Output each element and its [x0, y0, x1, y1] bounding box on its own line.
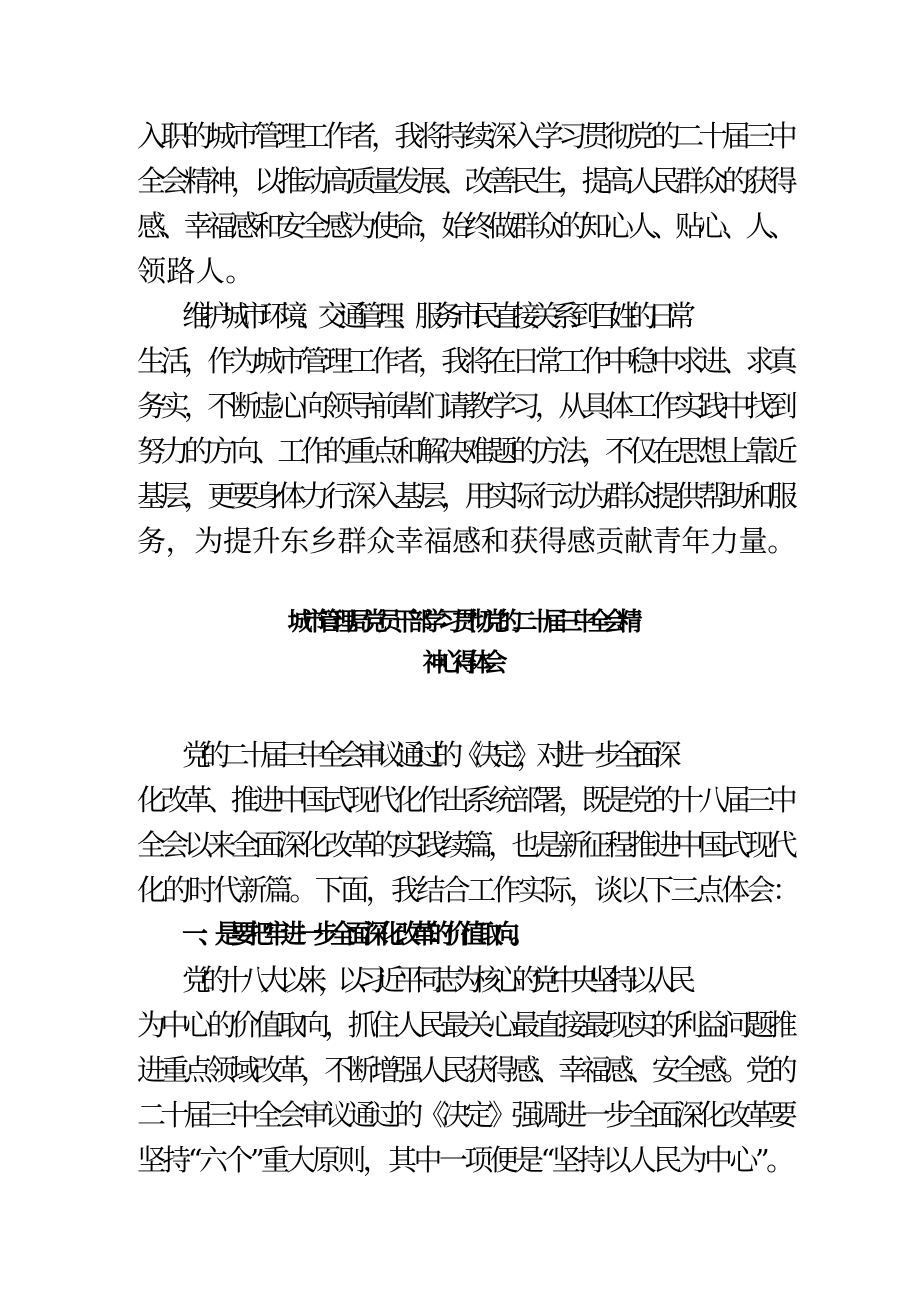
paragraph-1-line-3: 感、幸福感和安全感为使命，始终做群众的知心人、贴心、人、 — [137, 209, 793, 243]
paragraph-4-line-1: 党的十八大以来，以习近平同志为核心的党中央坚持以人民 — [182, 963, 687, 997]
paragraph-3-line-1: 党的二十届三中全会审议通过的《决定》，对进一步全面深 — [182, 738, 672, 772]
paragraph-1-line-2: 全会精神，以推动高质量发展、改善民生，提高人民群众的获得 — [137, 164, 793, 198]
paragraph-4-line-2: 为中心的价值取向，抓住人民最关心最直接最现实的利益问题推 — [137, 1008, 793, 1042]
paragraph-4-line-4: 二十届三中全会审议通过的《决定》强调进一步全面深化改革要 — [137, 1098, 793, 1132]
paragraph-2-line-2: 生活，作为城市管理工作者，我将在日常工作中稳中求进、求真 — [137, 344, 793, 378]
paragraph-3-line-3: 全会以来全面深化改革的实践续篇，也是新征程推进中国式现代 — [137, 828, 793, 862]
paragraph-4-line-5: 坚持“六个”重大原则，其中一项便是“坚持以人民为中心”。 — [137, 1143, 792, 1177]
paragraph-2-line-1: 维护城市环境、交通管理、服务市民直接关系到百姓的日常 — [182, 299, 687, 333]
paragraph-2-line-6: 务，为提升东乡群众幸福感和获得感贡献青年力量。 — [137, 524, 796, 558]
paragraph-1-line-4: 领路人。 — [137, 254, 255, 288]
paragraph-2-line-5: 基层，更要身体力行深入基层，用实际行动为群众提供帮助和服 — [137, 479, 793, 513]
paragraph-3-line-4: 化的时代新篇。下面，我结合工作实际，谈以下三点体会： — [137, 873, 798, 907]
paragraph-3-line-2: 化改革、推进中国式现代化作出系统部署，既是党的十八届三中 — [137, 783, 793, 817]
paragraph-1-line-1: 入职的城市管理工作者，我将持续深入学习贯彻党的二十届三中 — [137, 119, 793, 153]
section-heading-1: 一、是要把牢进一步全面深化改革的价值取向。 — [182, 920, 527, 950]
article-title-line-1: 城市管理局党员干部学习贯彻党的二十届三中全会精 — [287, 607, 633, 636]
paragraph-4-line-3: 进重点领域改革，不断增强人民获得感、幸福感、安全感。党的 — [137, 1053, 793, 1087]
paragraph-2-line-3: 务实，不断虚心向领导前辈们请教学习，从具体工作实践中找到 — [137, 389, 793, 423]
article-title-line-2: 神心得体会 — [422, 648, 498, 677]
paragraph-2-line-4: 努力的方向、工作的重点和解决难题的方法，不仅在思想上靠近 — [137, 434, 793, 468]
